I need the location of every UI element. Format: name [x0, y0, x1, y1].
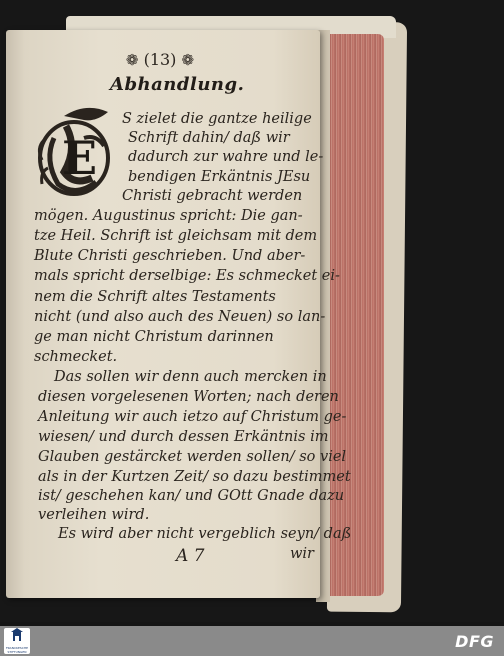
text-line: wiesen/ und durch dessen Erkäntnis im	[38, 429, 329, 445]
rosette-left-icon: ❁	[125, 51, 139, 69]
text-line: Glauben gestärcket werden sollen/ so viel	[38, 449, 347, 465]
text-line: schmecket.	[34, 349, 118, 365]
library-logo-text: FRANCKESCHE STIFTUNGEN	[5, 646, 29, 654]
text-line: Es wird aber nicht vergeblich seyn/ daß	[58, 526, 352, 542]
catchword: wir	[290, 546, 314, 562]
page-header	[0, 50, 320, 69]
decorated-initial-icon	[34, 98, 120, 202]
text-line: Das sollen wir denn auch mercken in	[54, 369, 327, 385]
text-line: nem die Schrift altes Testaments	[34, 289, 276, 305]
text-line: Anleitung wir auch ietzo auf Christum ge-	[38, 409, 347, 425]
text-line: diesen vorgelesenen Worten; nach deren	[38, 389, 339, 405]
text-line: tze Heil. Schrift ist gleichsam mit dem	[34, 228, 318, 244]
dfg-logo[interactable]: DFG	[455, 632, 494, 651]
text-line: ge man nicht Christum darinnen	[34, 329, 274, 345]
rosette-right-icon: ❁	[181, 51, 195, 69]
text-line: Christi gebracht werden	[122, 188, 303, 204]
library-crest-icon	[4, 628, 30, 646]
library-logo[interactable]	[4, 628, 30, 654]
viewer-footer-bar	[0, 626, 504, 656]
text-line: Schrift dahin/ daß wir	[128, 130, 290, 146]
text-line: mögen. Augustinus spricht: Die gan-	[34, 208, 303, 224]
text-line: verleihen wird.	[38, 507, 150, 523]
text-line: dadurch zur wahre und le-	[128, 149, 324, 165]
text-line: nicht (und also auch des Neuen) so lan-	[34, 309, 326, 325]
signature-mark: A 7	[176, 546, 205, 566]
section-title: Abhandlung.	[110, 74, 245, 95]
initial-letter: E	[62, 131, 98, 185]
text-line: als in der Kurtzen Zeit/ so dazu bestimmet	[38, 469, 351, 485]
text-line: bendigen Erkäntnis JEsu	[128, 169, 311, 185]
text-line: ist/ geschehen kan/ und GOtt Gnade dazu	[38, 488, 345, 504]
page-number: (13)	[143, 50, 177, 69]
text-line: mals spricht derselbige: Es schmecket ei-	[34, 268, 340, 284]
text-line: Blute Christi geschrieben. Und aber-	[34, 248, 306, 264]
page-edges	[322, 34, 384, 596]
text-line: S zielet die gantze heilige	[122, 111, 312, 127]
